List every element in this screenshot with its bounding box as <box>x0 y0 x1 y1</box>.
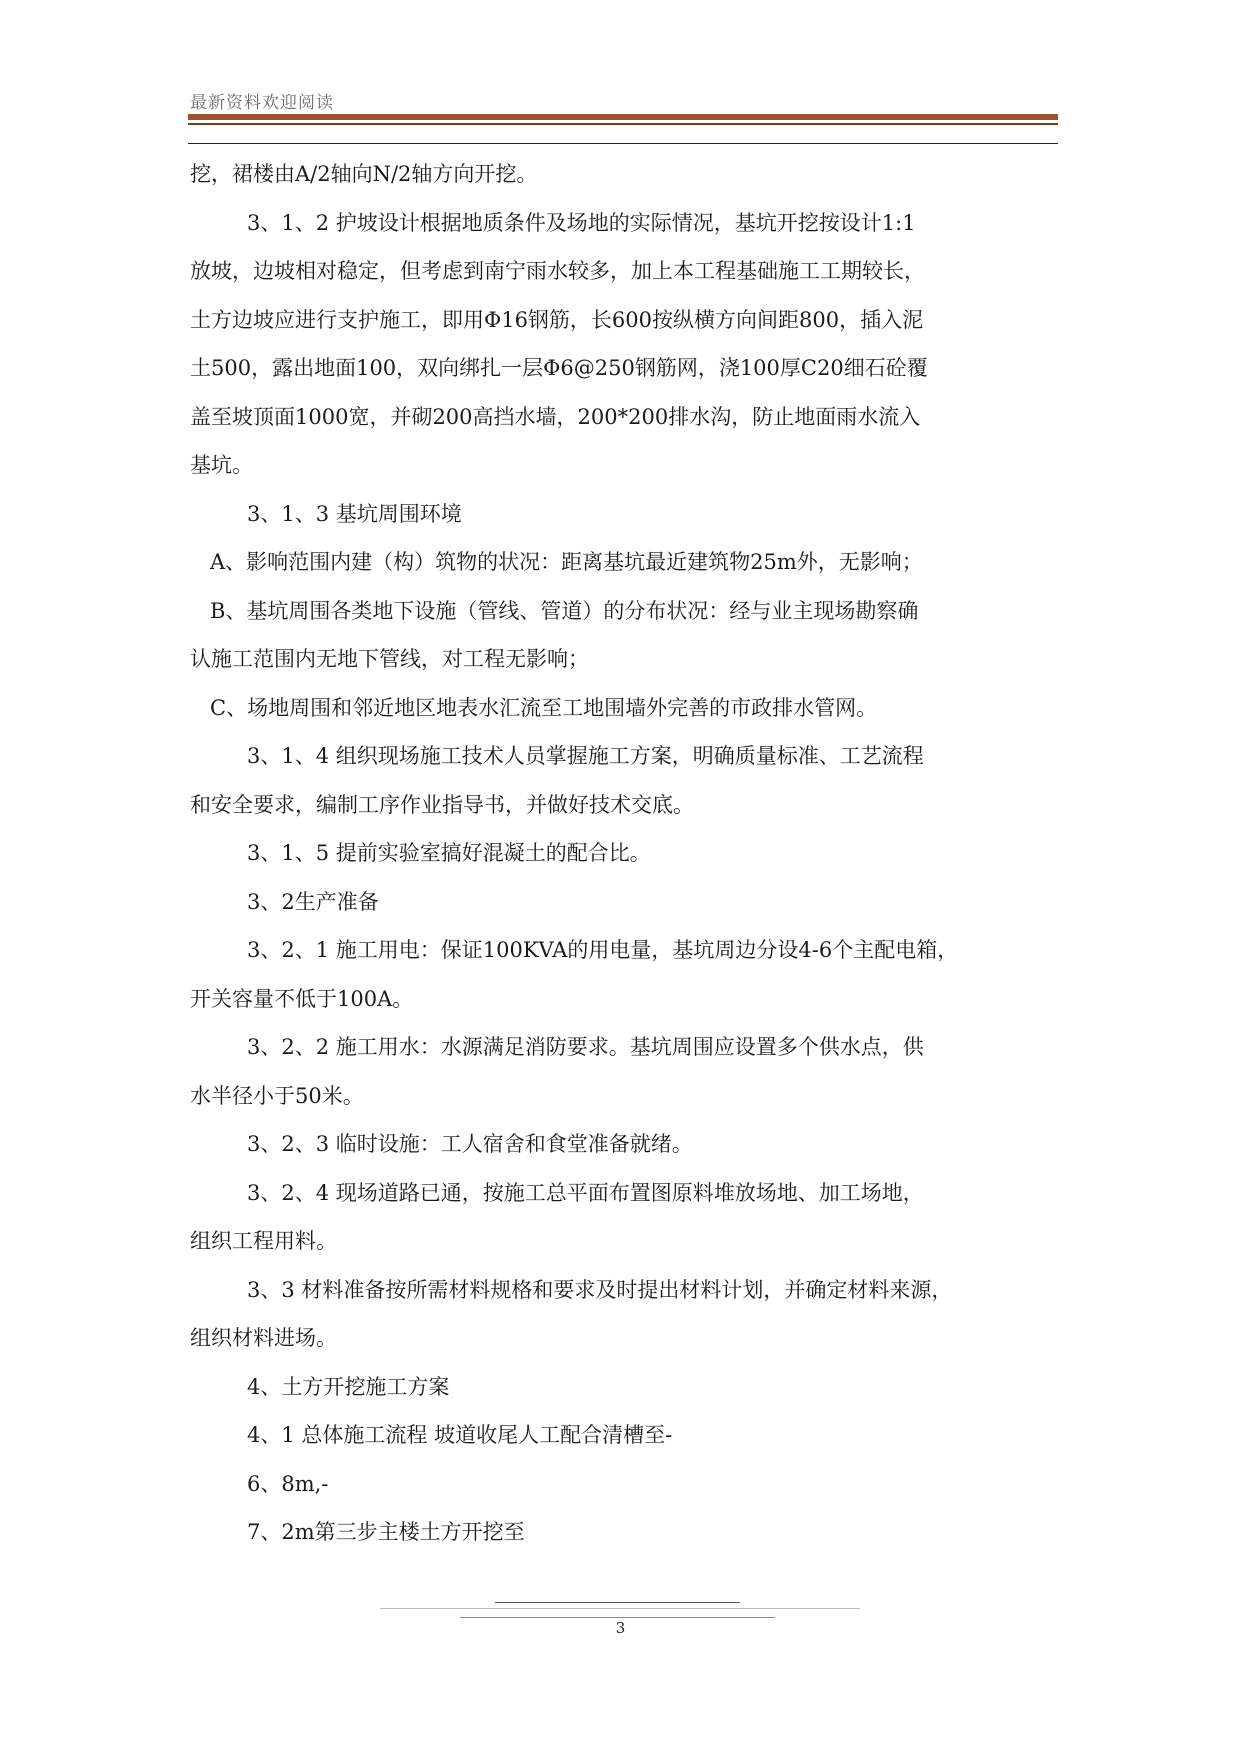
body-line: 水半径小于50米。 <box>190 1083 364 1108</box>
body-line: 土方边坡应进行支护施工，即用Φ16钢筋，长600按纵横方向间距800，插入泥 <box>190 307 924 332</box>
body-line: 组织材料进场。 <box>190 1326 337 1350</box>
section-heading: 4、土方开挖施工方案 <box>247 1374 450 1399</box>
body-line: 认施工范围内无地下管线，对工程无影响； <box>190 647 589 671</box>
footer-rule <box>460 1617 775 1618</box>
running-header: 最新资料欢迎阅读 <box>190 93 334 113</box>
section-heading: 3、2生产准备 <box>247 889 379 914</box>
footer-rule <box>380 1608 860 1609</box>
body-line: 3、2、1 施工用电：保证100KVA的用电量，基坑周边分设4-6个主配电箱， <box>247 938 959 962</box>
body-line: 土500，露出地面100，双向绑扎一层Φ6@250钢筋网，浇100厚C20细石砼覆 <box>190 356 928 380</box>
page-number: 3 <box>615 1619 626 1637</box>
body-line: 3、1、4 组织现场施工技术人员掌握施工方案，明确质量标准、工艺流程 <box>247 744 924 768</box>
body-line: B、基坑周围各类地下设施（管线、管道）的分布状况：经与业主现场勘察确 <box>210 598 919 623</box>
body-line: 3、1、2 护坡设计根据地质条件及场地的实际情况，基坑开挖按设计1:1 <box>247 210 916 235</box>
body-line: 放坡，边坡相对稳定，但考虑到南宁雨水较多，加上本工程基础施工工期较长， <box>190 259 925 283</box>
header-underline <box>188 143 1058 144</box>
footer-rule <box>495 1602 740 1603</box>
header-rule <box>188 114 1058 120</box>
body-line: A、影响范围内建（构）筑物的状况：距离基坑最近建筑物25m外，无影响； <box>210 550 923 574</box>
body-line: 挖，裙楼由A/2轴向N/2轴方向开挖。 <box>190 162 538 186</box>
body-line: 3、2、4 现场道路已通，按施工总平面布置图原料堆放场地、加工场地， <box>247 1180 924 1205</box>
body-line: 基坑。 <box>190 453 253 477</box>
body-line: 开关容量不低于100A。 <box>190 986 414 1011</box>
body-line: 3、2、3 临时设施：工人宿舍和食堂准备就绪。 <box>247 1132 693 1156</box>
body-line: 3、3 材料准备按所需材料规格和要求及时提出材料计划，并确定材料来源， <box>247 1277 953 1302</box>
body-line: 和安全要求，编制工序作业指导书，并做好技术交底。 <box>190 792 694 817</box>
document-body <box>190 150 1090 1557</box>
body-line: 组织工程用料。 <box>190 1229 337 1253</box>
section-heading: 3、1、3 基坑周围环境 <box>247 501 462 526</box>
body-line: 盖至坡顶面1000宽，并砌200高挡水墙，200*200排水沟，防止地面雨水流入 <box>190 404 921 429</box>
body-line: 3、1、5 提前实验室搞好混凝土的配合比。 <box>247 841 651 865</box>
body-line: C、场地周围和邻近地区地表水汇流至工地围墙外完善的市政排水管网。 <box>210 695 878 720</box>
header-rule-thin <box>188 123 1058 125</box>
body-line: 7、2m第三步主楼土方开挖至 <box>247 1520 525 1544</box>
body-line: 4、1 总体施工流程 坡道收尾人工配合清槽至- <box>247 1423 673 1447</box>
body-line: 6、8m,- <box>247 1471 329 1496</box>
body-line: 3、2、2 施工用水：水源满足消防要求。基坑周围应设置多个供水点，供 <box>247 1035 924 1059</box>
